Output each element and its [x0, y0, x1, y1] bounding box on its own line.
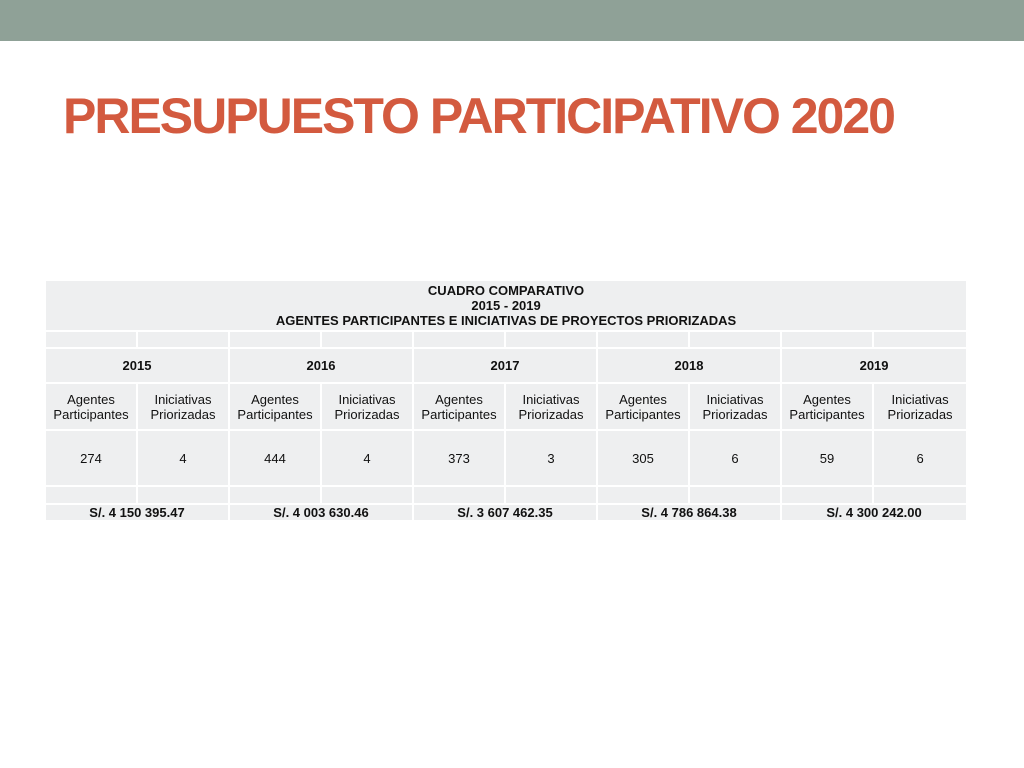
top-bar	[0, 0, 1024, 41]
iniciativas-header: Iniciativas Priorizadas	[505, 383, 597, 430]
year-cell: 2018	[597, 348, 781, 383]
agentes-header: Agentes Participantes	[413, 383, 505, 430]
values-row	[45, 430, 967, 486]
table-heading-row	[45, 280, 967, 331]
spacer-row	[45, 331, 967, 348]
agentes-header: Agentes Participantes	[45, 383, 137, 430]
table-heading	[45, 280, 967, 331]
iniciativas-header: Iniciativas Priorizadas	[137, 383, 229, 430]
amount-cell: S/. 4 003 630.46	[229, 504, 413, 521]
year-row	[45, 348, 967, 383]
agentes-header: Agentes Participantes	[597, 383, 689, 430]
iniciativas-value: 4	[137, 430, 229, 486]
amount-cell: S/. 4 150 395.47	[45, 504, 229, 521]
iniciativas-value: 6	[873, 430, 967, 486]
iniciativas-value: 6	[689, 430, 781, 486]
iniciativas-value: 4	[321, 430, 413, 486]
agentes-value: 305	[597, 430, 689, 486]
iniciativas-header: Iniciativas Priorizadas	[689, 383, 781, 430]
amount-cell: S/. 3 607 462.35	[413, 504, 597, 521]
heading-line-2: 2015 - 2019	[471, 298, 541, 313]
sub-header-row	[45, 383, 967, 430]
agentes-header: Agentes Participantes	[229, 383, 321, 430]
heading-line-1: CUADRO COMPARATIVO	[427, 283, 585, 298]
amount-cell: S/. 4 786 864.38	[597, 504, 781, 521]
agentes-value: 444	[229, 430, 321, 486]
iniciativas-header: Iniciativas Priorizadas	[873, 383, 967, 430]
spacer-row	[45, 486, 967, 504]
year-cell: 2015	[45, 348, 229, 383]
year-cell: 2019	[781, 348, 967, 383]
year-cell: 2016	[229, 348, 413, 383]
amount-cell: S/. 4 300 242.00	[781, 504, 967, 521]
slide-title: PRESUPUESTO PARTICIPATIVO 2020	[63, 88, 894, 144]
agentes-value: 274	[45, 430, 137, 486]
iniciativas-header: Iniciativas Priorizadas	[321, 383, 413, 430]
comparison-table	[44, 279, 968, 522]
agentes-value: 373	[413, 430, 505, 486]
year-cell: 2017	[413, 348, 597, 383]
agentes-value: 59	[781, 430, 873, 486]
heading-line-3: AGENTES PARTICIPANTES E INICIATIVAS DE PROYECTOS PRIORIZADAS	[275, 313, 737, 328]
iniciativas-value: 3	[505, 430, 597, 486]
agentes-header: Agentes Participantes	[781, 383, 873, 430]
amount-row	[45, 504, 967, 521]
